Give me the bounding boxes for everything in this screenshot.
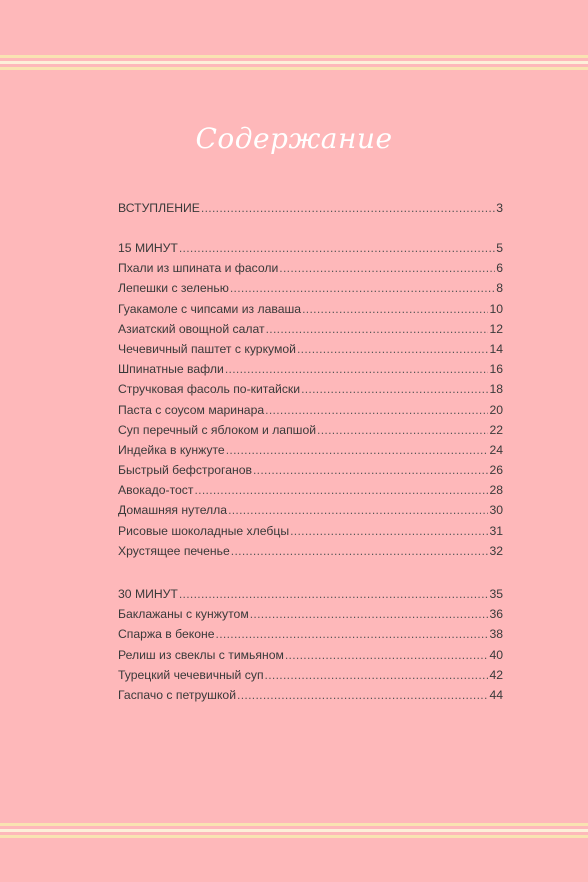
toc-entry xyxy=(118,480,503,500)
toc-entry-page-number: 30 xyxy=(489,503,503,518)
toc-entry xyxy=(118,319,503,339)
toc-entry xyxy=(118,258,503,278)
toc-entry-page-number: 8 xyxy=(496,281,503,296)
toc-entry-page-number: 40 xyxy=(489,647,503,662)
toc-entry xyxy=(118,198,503,218)
toc-entry-label: Пхали из шпината и фасоли xyxy=(118,261,279,276)
toc-entry xyxy=(118,604,503,624)
top-stripe-2 xyxy=(0,61,588,64)
toc-entry-page-number: 36 xyxy=(489,607,503,622)
toc-dot-leader xyxy=(201,198,495,218)
toc-entry xyxy=(118,420,503,440)
toc-entry-label: Домашняя нутелла xyxy=(118,503,228,518)
toc-dot-leader xyxy=(301,379,488,399)
toc-entry xyxy=(118,624,503,644)
toc-entry xyxy=(118,541,503,561)
top-stripe-1 xyxy=(0,55,588,58)
bottom-stripe-2 xyxy=(0,829,588,832)
toc-entry-label: ВСТУПЛЕНИЕ xyxy=(118,201,200,215)
toc-dot-leader xyxy=(290,521,488,541)
toc-dot-leader xyxy=(225,359,489,379)
toc-dot-leader xyxy=(216,624,489,644)
toc-entry-label: 30 МИНУТ xyxy=(118,587,178,601)
toc-entry-label: Суп перечный с яблоком и лапшой xyxy=(118,422,317,437)
toc-entry xyxy=(118,400,503,420)
toc-dot-leader xyxy=(230,278,495,298)
toc-entry-page-number: 35 xyxy=(489,587,503,601)
toc-dot-leader xyxy=(302,299,488,319)
toc-dot-leader xyxy=(285,645,489,665)
toc-entry xyxy=(118,500,503,520)
toc-entry-label: Чечевичный паштет с куркумой xyxy=(118,341,296,356)
toc-entry-label: Рисовые шоколадные хлебцы xyxy=(118,523,290,538)
toc-entry xyxy=(118,460,503,480)
toc-entry xyxy=(118,521,503,541)
toc-entry-page-number: 3 xyxy=(496,201,503,215)
toc-entry xyxy=(118,278,503,298)
toc-entry xyxy=(118,379,503,399)
toc-entry-page-number: 32 xyxy=(489,543,503,558)
toc-dot-leader xyxy=(297,339,488,359)
toc-dot-leader xyxy=(179,584,489,604)
toc-entry-label: 15 МИНУТ xyxy=(118,241,178,255)
toc-dot-leader xyxy=(279,258,495,278)
toc-entry-label: Баклажаны с кунжутом xyxy=(118,607,249,622)
toc-dot-leader xyxy=(266,319,489,339)
toc-entry xyxy=(118,339,503,359)
toc-entry-page-number: 28 xyxy=(489,483,503,498)
toc-entry-page-number: 5 xyxy=(496,241,503,255)
bottom-stripe-3 xyxy=(0,835,588,838)
toc-entry-label: Стручковая фасоль по-китайски xyxy=(118,382,301,397)
toc-entry-label: Паста с соусом маринара xyxy=(118,402,265,417)
toc-entry xyxy=(118,440,503,460)
toc-entry-page-number: 26 xyxy=(489,463,503,478)
toc-dot-leader xyxy=(317,420,488,440)
toc-entry-page-number: 14 xyxy=(489,341,503,356)
toc-entry-page-number: 12 xyxy=(489,321,503,336)
toc-entry-label: Гуакамоле с чипсами из лаваша xyxy=(118,301,302,316)
toc-dot-leader xyxy=(228,500,488,520)
toc-entry xyxy=(118,584,503,604)
toc-entry-page-number: 18 xyxy=(489,382,503,397)
toc-entry-label: Авокадо-тост xyxy=(118,483,194,498)
toc-entry-page-number: 24 xyxy=(489,442,503,457)
toc-entry-label: Быстрый бефстроганов xyxy=(118,463,252,478)
toc-entry xyxy=(118,665,503,685)
toc-entry-label: Шпинатные вафли xyxy=(118,362,224,377)
toc-30-min-section xyxy=(118,584,503,705)
toc-entry-page-number: 10 xyxy=(489,301,503,316)
toc-entry-label: Азиатский овощной салат xyxy=(118,321,265,336)
toc-dot-leader xyxy=(231,541,489,561)
toc-entry-page-number: 20 xyxy=(489,402,503,417)
toc-dot-leader xyxy=(226,440,489,460)
toc-entry-label: Гаспачо с петрушкой xyxy=(118,687,237,702)
top-stripe-3 xyxy=(0,67,588,70)
toc-dot-leader xyxy=(265,400,488,420)
toc-entry xyxy=(118,299,503,319)
toc-entry-page-number: 31 xyxy=(489,523,503,538)
toc-intro-section xyxy=(118,198,503,218)
toc-entry-page-number: 6 xyxy=(496,261,503,276)
toc-entry-page-number: 42 xyxy=(489,667,503,682)
toc-dot-leader xyxy=(179,238,495,258)
toc-entry-page-number: 16 xyxy=(489,362,503,377)
toc-entry-label: Спаржа в беконе xyxy=(118,627,215,642)
toc-dot-leader xyxy=(194,480,488,500)
toc-entry-label: Турецкий чечевичный суп xyxy=(118,667,264,682)
toc-15-min-section xyxy=(118,238,503,561)
toc-entry-label: Хрустящее печенье xyxy=(118,543,230,558)
toc-entry xyxy=(118,685,503,705)
toc-entry-page-number: 38 xyxy=(489,627,503,642)
toc-entry xyxy=(118,645,503,665)
toc-dot-leader xyxy=(250,604,489,624)
page-title: Содержание xyxy=(195,122,393,155)
toc-dot-leader xyxy=(265,665,489,685)
bottom-stripe-1 xyxy=(0,823,588,826)
toc-entry-label: Индейка в кунжуте xyxy=(118,442,225,457)
toc-dot-leader xyxy=(237,685,488,705)
toc-entry-label: Релиш из свеклы с тимьяном xyxy=(118,647,284,662)
toc-entry-page-number: 22 xyxy=(489,422,503,437)
toc-entry xyxy=(118,238,503,258)
toc-entry xyxy=(118,359,503,379)
toc-dot-leader xyxy=(253,460,488,480)
toc-entry-page-number: 44 xyxy=(489,687,503,702)
toc-entry-label: Лепешки с зеленью xyxy=(118,281,229,296)
